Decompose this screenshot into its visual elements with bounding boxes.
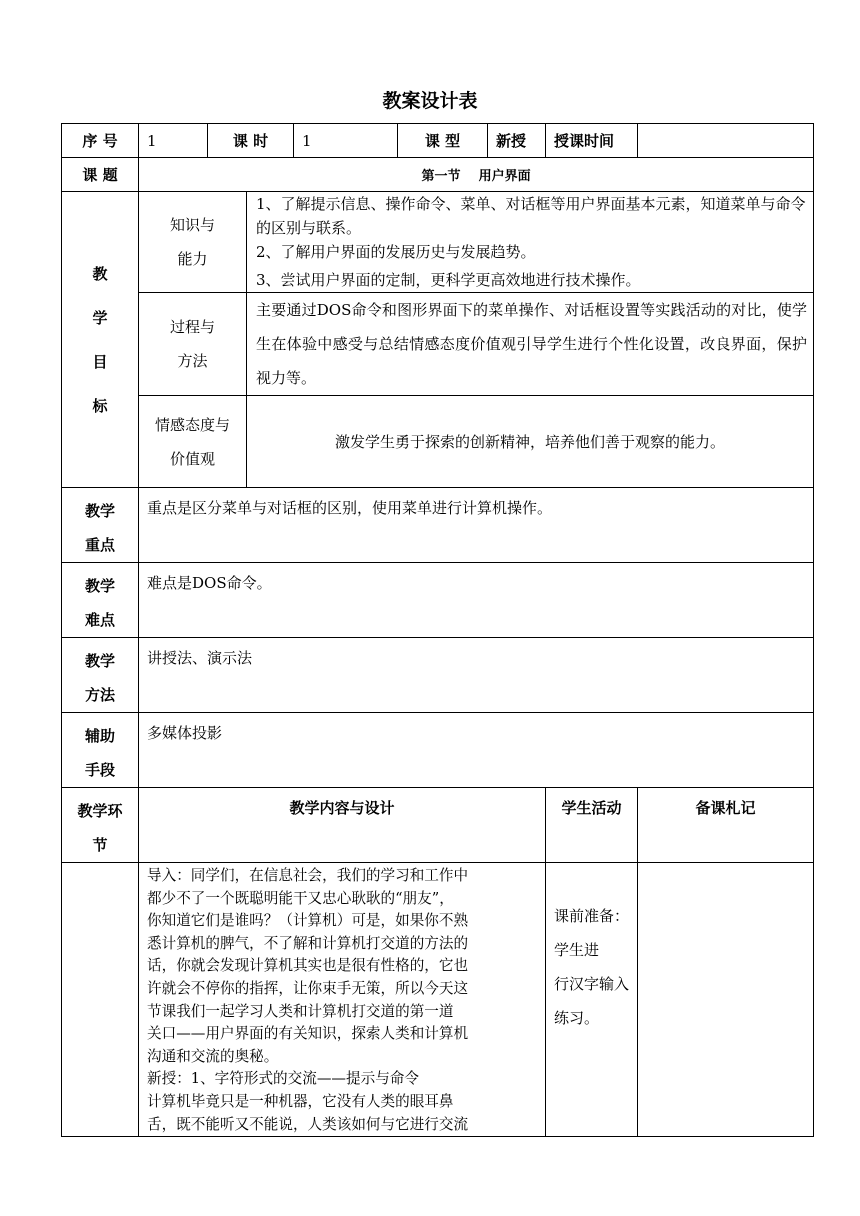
attitude-text: 激发学生勇于探索的创新精神，培养他们善于观察的能力。 — [247, 396, 814, 488]
objective-attitude-row — [62, 396, 814, 488]
process-body-row — [62, 863, 814, 1137]
difficulty-text: 难点是DOS命令。 — [139, 563, 814, 638]
notes-header: 备课札记 — [638, 788, 814, 863]
content-line: 沟通和交流的奥秘。 — [147, 1047, 279, 1065]
student-header: 学生活动 — [546, 788, 638, 863]
objective-process-row — [62, 293, 814, 396]
seq-label: 序 号 — [62, 124, 139, 158]
objectives-label-char: 教 — [92, 264, 108, 283]
difficulty-label — [62, 563, 139, 638]
knowledge-label-line1: 知识与 — [169, 216, 215, 234]
page-title: 教案设计表 — [382, 90, 478, 112]
knowledge-label — [139, 192, 247, 293]
info-row — [62, 124, 814, 158]
process-label-line2: 方法 — [177, 352, 208, 370]
key-point-label-line2: 重点 — [84, 536, 115, 554]
type-value: 新授 — [488, 124, 546, 158]
objective-knowledge-row — [62, 192, 814, 293]
aids-label-line2: 手段 — [84, 761, 115, 779]
method-label-line1: 教学 — [84, 652, 115, 670]
attitude-label-line1: 情感态度与 — [154, 415, 230, 434]
process-text: 主要通过DOS命令和图形界面下的菜单操作、对话框设置等实践活动的对比，使学生在体验中感受与总结情感态度价值观引导学生进行个性化设置，改良界面，保护视力等。 — [247, 293, 814, 396]
aids-row — [62, 713, 814, 788]
stage-header-line1: 教学环 — [77, 802, 123, 820]
time-label: 授课时间 — [546, 124, 638, 158]
topic-value: 第一节 用户界面 — [139, 158, 814, 192]
content-cell — [139, 863, 546, 1137]
content-line: 关口——用户界面的有关知识，探索人类和计算机 — [147, 1025, 469, 1043]
key-point-text: 重点是区分菜单与对话框的区别，使用菜单进行计算机操作。 — [139, 488, 814, 563]
content-line: 你知道它们是谁吗？（计算机）可是，如果你不熟 — [147, 912, 469, 930]
objectives-label-char: 标 — [92, 396, 108, 415]
student-activity-line: 行汉字输入练习。 — [554, 975, 630, 1027]
objectives-label-char: 目 — [92, 352, 108, 371]
attitude-label — [139, 396, 247, 488]
method-text: 讲授法、演示法 — [139, 638, 814, 713]
student-activity-cell — [546, 863, 638, 1137]
difficulty-label-line2: 难点 — [84, 611, 115, 629]
difficulty-label-line1: 教学 — [84, 577, 115, 595]
knowledge-line: 1、了解提示信息、操作命令、菜单、对话框等用户界面基本元素，知道菜单与命令的区别与联系。 — [256, 195, 806, 237]
stage-cell — [62, 863, 139, 1137]
student-activity-line: 课前准备：学生进 — [554, 907, 630, 959]
content-line: 新授：1、字符形式的交流——提示与命令 — [147, 1070, 419, 1088]
notes-cell — [638, 863, 814, 1137]
knowledge-label-line2: 能力 — [177, 250, 208, 268]
content-line: 许就会不停你的指挥，让你束手无策，所以今天这 — [147, 979, 469, 997]
hours-label: 课 时 — [208, 124, 294, 158]
knowledge-text — [247, 192, 814, 293]
knowledge-line: 3、尝试用户界面的定制，更科学更高效地进行技术操作。 — [256, 271, 641, 289]
method-label — [62, 638, 139, 713]
method-label-line2: 方法 — [84, 686, 115, 704]
key-point-row — [62, 488, 814, 563]
difficulty-row — [62, 563, 814, 638]
process-label — [139, 293, 247, 396]
topic-label: 课 题 — [62, 158, 139, 192]
aids-label — [62, 713, 139, 788]
content-line: 导入：同学们，在信息社会，我们的学习和工作中 — [147, 867, 469, 884]
aids-label-line1: 辅助 — [84, 727, 115, 745]
seq-value: 1 — [139, 124, 208, 158]
content-line: 舌，既不能听又不能说，人类该如何与它进行交流 — [147, 1115, 469, 1133]
knowledge-line: 2、了解用户界面的发展历史与发展趋势。 — [256, 243, 536, 261]
stage-header-line2: 节 — [92, 836, 108, 854]
aids-text: 多媒体投影 — [139, 713, 814, 788]
process-header-row — [62, 788, 814, 863]
type-label: 课 型 — [398, 124, 488, 158]
content-line: 计算机毕竟只是一种机器，它没有人类的眼耳鼻 — [147, 1092, 454, 1110]
objectives-label — [62, 192, 139, 488]
content-line: 悉计算机的脾气，不了解和计算机打交道的方法的 — [147, 934, 469, 952]
key-point-label — [62, 488, 139, 563]
lesson-plan-table — [61, 123, 814, 1137]
content-line: 节课我们一起学习人类和计算机打交道的第一道 — [147, 1002, 454, 1020]
key-point-label-line1: 教学 — [84, 502, 115, 520]
hours-value: 1 — [294, 124, 398, 158]
objectives-label-char: 学 — [92, 308, 108, 327]
content-header: 教学内容与设计 — [139, 788, 546, 863]
stage-header — [62, 788, 139, 863]
topic-row — [62, 158, 814, 192]
process-label-line1: 过程与 — [169, 318, 215, 336]
content-line: 都少不了一个既聪明能干又忠心耿耿的“朋友”， — [147, 889, 454, 907]
attitude-label-line2: 价值观 — [169, 449, 215, 468]
method-row — [62, 638, 814, 713]
time-value — [638, 124, 814, 158]
content-line: 话，你就会发现计算机其实也是很有性格的，它也 — [147, 957, 469, 975]
